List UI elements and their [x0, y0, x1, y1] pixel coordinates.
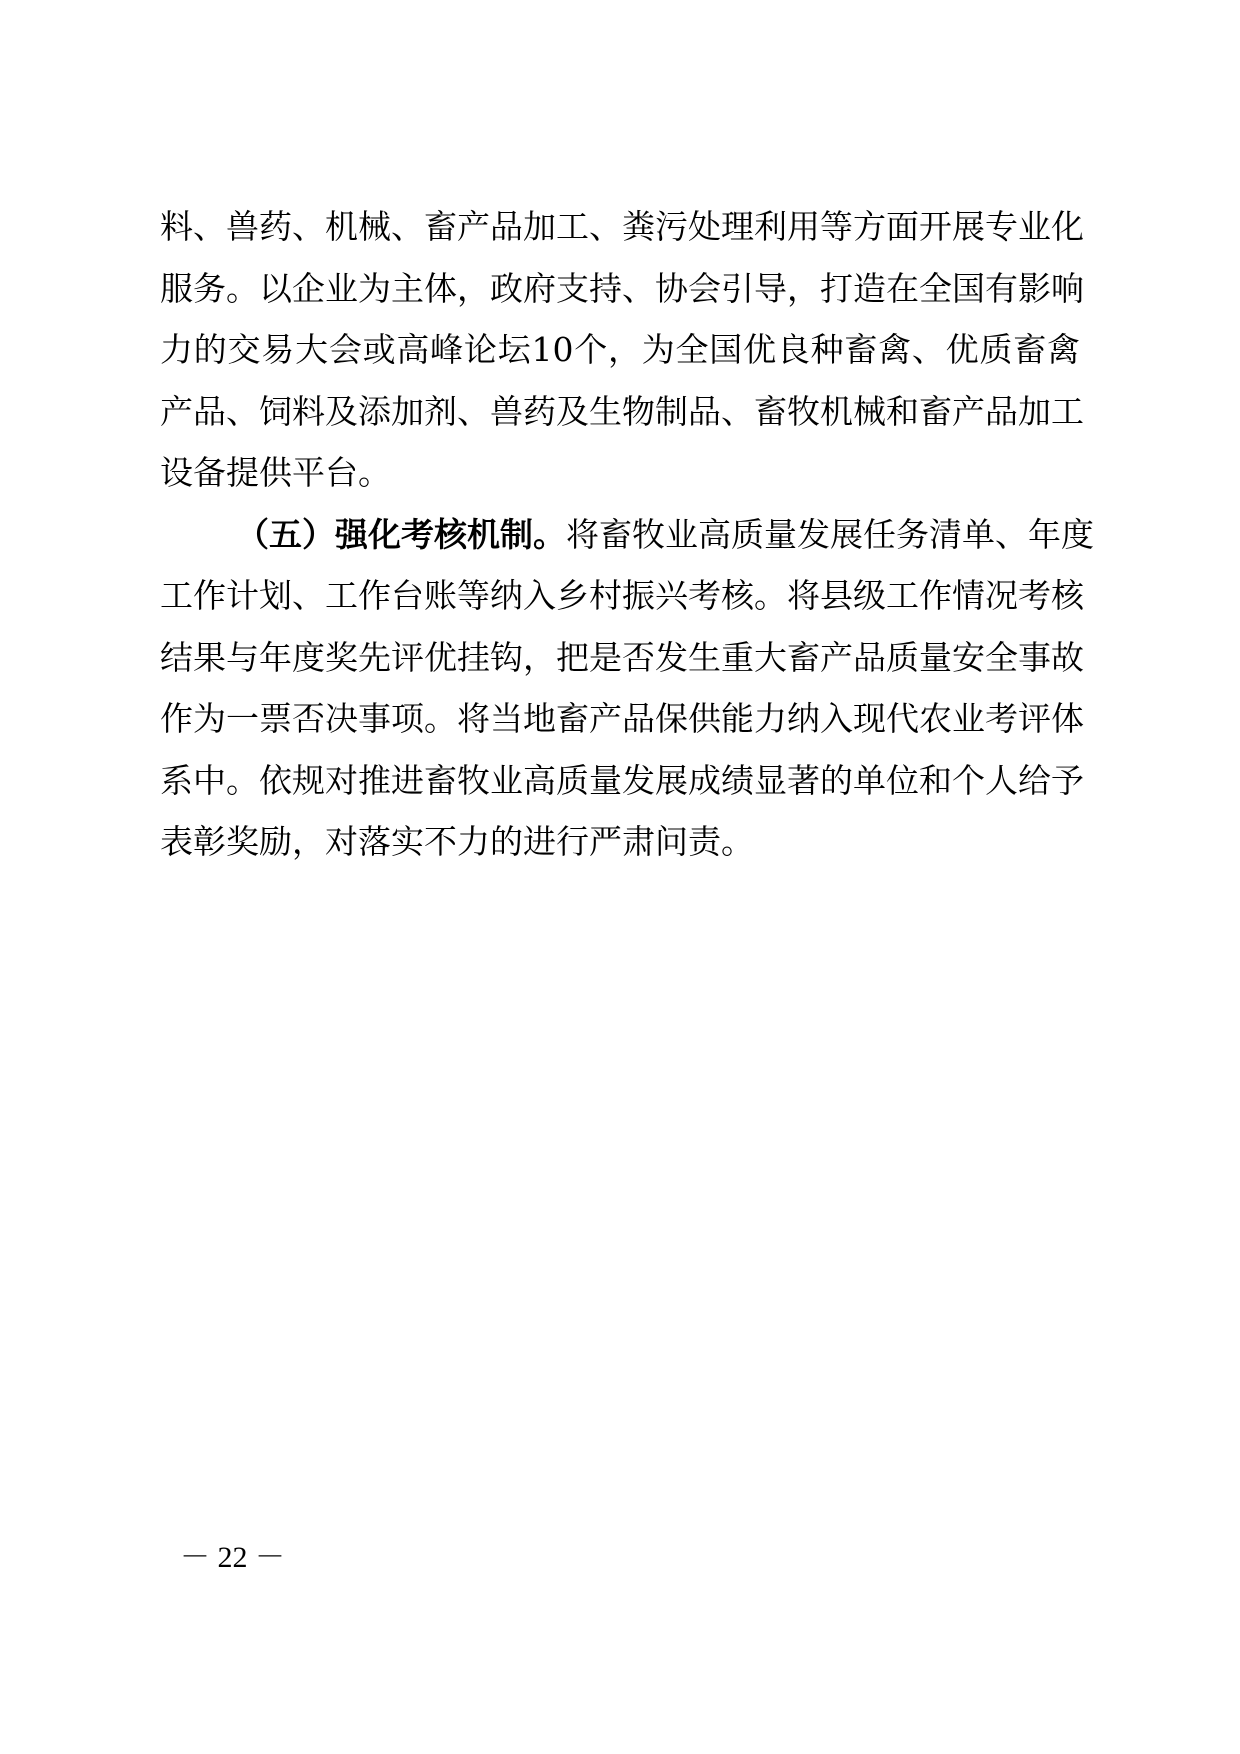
text-line: 系中。依规对推进畜牧业高质量发展成绩显著的单位和个人给予: [160, 760, 1084, 800]
text-line-first: [160, 504, 1094, 566]
paragraph-assessment-mechanism: [160, 504, 1094, 873]
text-line: 产品、饲料及添加剂、兽药及生物制品、畜牧机械和畜产品加工: [160, 391, 1084, 431]
text-line: 作为一票否决事项。将当地畜产品保供能力纳入现代农业考评体: [160, 699, 1084, 738]
text-line: 设备提供平台。: [160, 453, 391, 492]
text-segment: 将畜牧业高质量发展任务清单、年度: [566, 514, 1094, 554]
text-line: 料、兽药、机械、畜产品加工、粪污处理利用等方面开展专业化: [160, 207, 1084, 246]
text-line: 力的交易大会或高峰论坛10个，为全国优良种畜禽、优质畜禽: [160, 330, 1080, 369]
text-line: 结果与年度奖先评优挂钩，把是否发生重大畜产品质量安全事故: [160, 637, 1084, 677]
text-line: 表彰奖励，对落实不力的进行严肃问责。: [160, 822, 754, 861]
section-heading: （五）强化考核机制。: [236, 514, 566, 554]
text-line: 工作计划、工作台账等纳入乡村振兴考核。将县级工作情况考核: [160, 576, 1084, 615]
text-line: 服务。以企业为主体，政府支持、协会引导，打造在全国有影响: [160, 268, 1084, 308]
page-number: － 22 －: [180, 1541, 285, 1574]
paragraph-service-platform: [160, 196, 1084, 504]
body-text: [160, 196, 1094, 873]
